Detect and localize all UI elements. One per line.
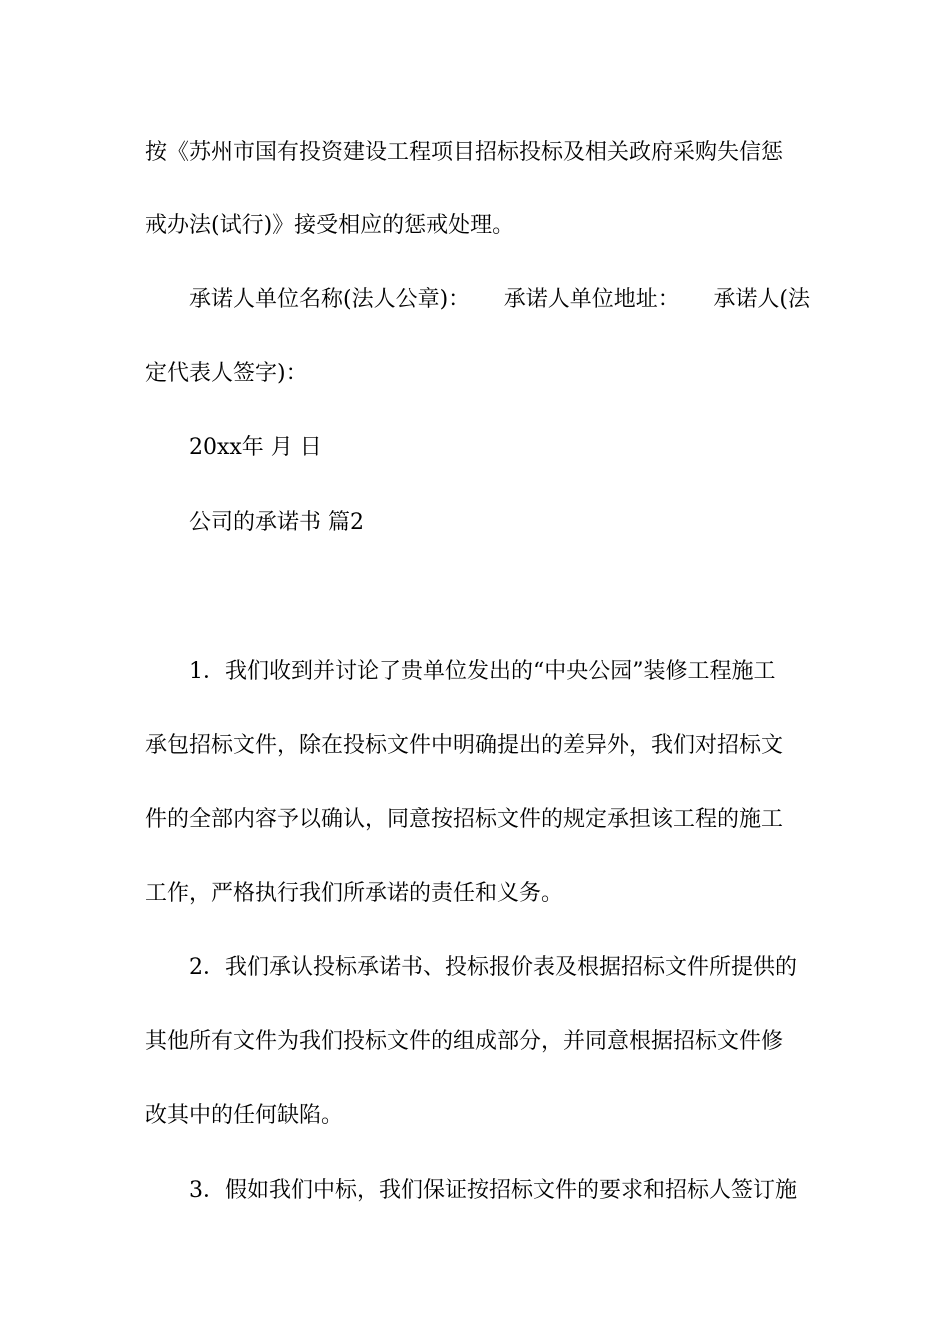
signatory-company-address-label: 承诺人单位地址： xyxy=(503,287,680,312)
signature-fields-line xyxy=(189,285,810,315)
paragraph-line: 1．我们收到并讨论了贵单位发出的“中央公园”装修工程施工 xyxy=(189,659,776,684)
paragraph-line: 承包招标文件，除在投标文件中明确提出的差异外，我们对招标文 xyxy=(145,733,784,758)
signatory-company-name-label: 承诺人单位名称(法人公章)： xyxy=(189,287,471,312)
paragraph-line: 戒办法(试行)》接受相应的惩戒处理。 xyxy=(145,213,515,238)
paragraph-line: 工作，严格执行我们所承诺的责任和义务。 xyxy=(145,881,564,906)
paragraph-line: 3．假如我们中标，我们保证按招标文件的要求和招标人签订施 xyxy=(189,1178,797,1203)
paragraph-line: 件的全部内容予以确认，同意按招标文件的规定承担该工程的施工 xyxy=(145,807,784,832)
section-heading: 公司的承诺书 篇2 xyxy=(189,510,364,535)
paragraph-line: 定代表人签字)： xyxy=(145,361,308,386)
paragraph-line: 其他所有文件为我们投标文件的组成部分，并同意根据招标文件修 xyxy=(145,1029,784,1054)
paragraph-line: 改其中的任何缺陷。 xyxy=(145,1103,344,1128)
signatory-representative-label: 承诺人(法 xyxy=(713,287,810,312)
paragraph-line: 按《苏州市国有投资建设工程项目招标投标及相关政府采购失信惩 xyxy=(145,140,784,165)
date-line: 20xx年 月 日 xyxy=(189,435,322,460)
paragraph-line: 2．我们承认投标承诺书、投标报价表及根据招标文件所提供的 xyxy=(189,955,797,980)
